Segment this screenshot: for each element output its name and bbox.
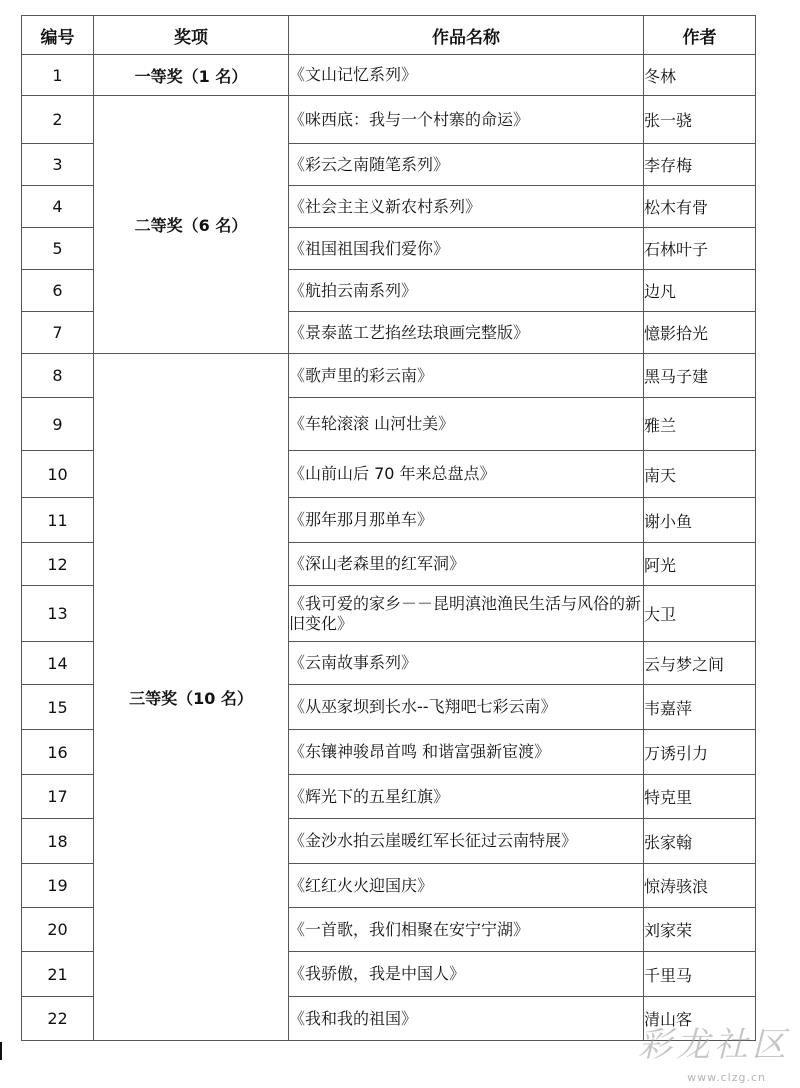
work-title: 《社会主主义新农村系列》 — [289, 186, 644, 228]
work-title: 《我可爱的家乡－－昆明滇池渔民生活与风俗的新旧变化》 — [289, 586, 644, 642]
author-name: 云与梦之间 — [644, 642, 756, 685]
row-number: 3 — [22, 144, 94, 186]
row-number: 16 — [22, 730, 94, 775]
row-number: 1 — [22, 55, 94, 96]
row-number: 8 — [22, 354, 94, 398]
row-number: 2 — [22, 96, 94, 144]
row-number: 6 — [22, 270, 94, 312]
row-number: 9 — [22, 398, 94, 451]
work-title: 《东镶神骏昂首鸣 和谐富强新宦渡》 — [289, 730, 644, 775]
header-num: 编号 — [22, 16, 94, 55]
author-name: 憶影拾光 — [644, 312, 756, 354]
row-number: 22 — [22, 997, 94, 1041]
row-number: 15 — [22, 685, 94, 730]
row-number: 7 — [22, 312, 94, 354]
work-title: 《深山老森里的红军洞》 — [289, 543, 644, 586]
work-title: 《红红火火迎国庆》 — [289, 864, 644, 908]
row-number: 17 — [22, 775, 94, 819]
author-name: 松木有骨 — [644, 186, 756, 228]
work-title: 《祖国祖国我们爱你》 — [289, 228, 644, 270]
award-first: 一等奖（1 名） — [94, 55, 289, 96]
row-number: 13 — [22, 586, 94, 642]
row-number: 11 — [22, 498, 94, 543]
work-title: 《景泰蓝工艺掐丝珐琅画完整版》 — [289, 312, 644, 354]
header-row — [22, 16, 756, 55]
author-name: 万诱引力 — [644, 730, 756, 775]
author-name: 南天 — [644, 451, 756, 498]
row-number: 21 — [22, 952, 94, 997]
work-title: 《彩云之南随笔系列》 — [289, 144, 644, 186]
table-row — [22, 55, 756, 96]
author-name: 张家翰 — [644, 819, 756, 864]
row-number: 20 — [22, 908, 94, 952]
work-title: 《文山记忆系列》 — [289, 55, 644, 96]
header-award: 奖项 — [94, 16, 289, 55]
author-name: 大卫 — [644, 586, 756, 642]
author-name: 石林叶子 — [644, 228, 756, 270]
author-name: 黑马子建 — [644, 354, 756, 398]
author-name: 刘家荣 — [644, 908, 756, 952]
text-cursor-mark — [0, 1042, 2, 1060]
author-name: 韦嘉萍 — [644, 685, 756, 730]
table-row — [22, 354, 756, 398]
work-title: 《云南故事系列》 — [289, 642, 644, 685]
work-title: 《山前山后 70 年来总盘点》 — [289, 451, 644, 498]
author-name: 李存梅 — [644, 144, 756, 186]
award-third: 三等奖（10 名） — [94, 354, 289, 1041]
row-number: 18 — [22, 819, 94, 864]
row-number: 19 — [22, 864, 94, 908]
watermark-logo: 彩龙社区 — [638, 1025, 790, 1065]
work-title: 《从巫家坝到长水--飞翔吧七彩云南》 — [289, 685, 644, 730]
work-title: 《车轮滚滚 山河壮美》 — [289, 398, 644, 451]
author-name: 雅兰 — [644, 398, 756, 451]
author-name: 谢小鱼 — [644, 498, 756, 543]
author-name: 惊涛骇浪 — [644, 864, 756, 908]
header-work: 作品名称 — [289, 16, 644, 55]
work-title: 《那年那月那单车》 — [289, 498, 644, 543]
author-name: 阿光 — [644, 543, 756, 586]
work-title: 《航拍云南系列》 — [289, 270, 644, 312]
watermark-url: www.clzg.cn — [687, 1071, 766, 1084]
author-name: 千里马 — [644, 952, 756, 997]
awards-table — [21, 15, 756, 1041]
author-name: 张一骁 — [644, 96, 756, 144]
row-number: 4 — [22, 186, 94, 228]
work-title: 《我和我的祖国》 — [289, 997, 644, 1041]
row-number: 12 — [22, 543, 94, 586]
work-title: 《咪西底：我与一个村寨的命运》 — [289, 96, 644, 144]
author-name: 清山客 — [644, 997, 756, 1041]
author-name: 冬林 — [644, 55, 756, 96]
work-title: 《金沙水拍云崖暖红军长征过云南特展》 — [289, 819, 644, 864]
work-title: 《歌声里的彩云南》 — [289, 354, 644, 398]
work-title: 《一首歌，我们相聚在安宁宁湖》 — [289, 908, 644, 952]
award-second: 二等奖（6 名） — [94, 96, 289, 354]
row-number: 5 — [22, 228, 94, 270]
header-author: 作者 — [644, 16, 756, 55]
row-number: 10 — [22, 451, 94, 498]
table-row — [22, 96, 756, 144]
row-number: 14 — [22, 642, 94, 685]
author-name: 边凡 — [644, 270, 756, 312]
work-title: 《辉光下的五星红旗》 — [289, 775, 644, 819]
work-title: 《我骄傲，我是中国人》 — [289, 952, 644, 997]
author-name: 特克里 — [644, 775, 756, 819]
